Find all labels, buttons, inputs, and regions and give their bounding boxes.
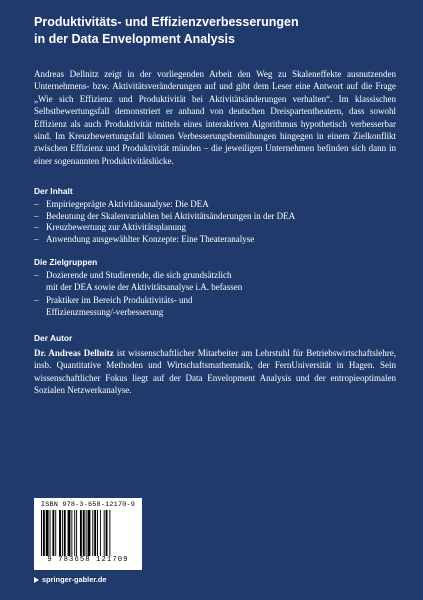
barcode-bar [100,510,101,556]
barcode-bars [41,510,135,556]
list-item: – Kreuzbewertung zur Aktivitätsplanung [34,222,396,234]
inhalt-heading: Der Inhalt [34,186,73,196]
barcode-bar [52,510,54,556]
barcode-bar [97,510,98,556]
isbn-label: ISBN 978-3-658-12170-9 [40,501,136,509]
barcode [34,498,142,570]
barcode-bar [94,510,96,556]
barcode-bar [76,510,77,556]
author-name: Dr. Andreas Dellnitz [34,348,114,358]
barcode-bar [50,510,51,556]
barcode-bar [109,510,110,556]
barcode-bar [88,510,91,556]
autor-heading: Der Autor [34,333,73,343]
barcode-bar [43,510,45,556]
list-item: – Praktiker im Bereich Produktivitäts- und Effizienzmessung/-verbesserung [34,295,396,318]
barcode-digits: 9 783658 121709 [47,556,129,564]
barcode-bar [80,510,82,556]
list-item: – Bedeutung der Skalenvariablen bei Aktivitätsänderungen in der DEA [34,211,396,223]
barcode-bar [83,510,85,556]
book-title: Produktivitäts- und Effizienzverbesserungen in der Data Envelopment Analysis [34,15,299,46]
inhalt-list [34,199,396,245]
list-item: – Dozierende und Studierende, die sich grundsätzlich mit der DEA sowie der Aktivitätsanalyse i.A. befassen [34,270,396,293]
barcode-bar [86,510,87,556]
barcode-bar [92,510,93,556]
barcode-bar [59,510,61,556]
barcode-bar [106,510,108,556]
website-link[interactable]: springer-gabler.de [34,575,106,584]
barcode-bar [74,510,75,556]
barcode-bar [104,510,105,556]
barcode-bar [46,510,49,556]
barcode-bar [62,510,63,556]
barcode-bar [41,510,42,556]
zielgruppen-list [34,270,396,318]
barcode-bar [71,510,72,556]
list-item: – Anwendung ausgewählter Konzepte: Eine Theateranalyse [34,234,396,246]
barcode-bar [68,510,71,556]
intro-paragraph: Andreas Dellnitz zeigt in der vorliegenden Arbeit den Weg zu Skaleneffekte ausnutzenden Unternehmens- bzw. Aktivitätsveränderungen auf und gibt dem Leser eine Antwort auf die Frage „Wie sich Effizienz und Produktivität bei Aktivitätsänderungen verhalten“. Im klassischen Selbstbewertungsfall demonstriert er anhand von deutschen Dreispartentheatern, dass sowohl Effizienz als auch Produktivität mittels eines interaktiven Algorithmus hypothetisch verbesserbar sind. Im Kreuzbewertungsfall können Verbesserungsbemühungen hingegen in einem Zielkonflikt zwischen Effizienz und Produktivität münden – die jeweiligen Unternehmen befinden sich dann in einer sogenannten Produktivitätslücke. [34,69,396,166]
barcode-bar [64,510,66,556]
author-bio: Dr. Andreas Dellnitz ist wissenschaftlicher Mitarbeiter am Lehrstuhl für Betriebswirtschaftslehre, insb. Quantitative Methoden und Wirtschaftsmathematik, der FernUniversität in Hagen. Sein wissenschaftlicher Fokus liegt auf der Data Envelopment Analysis und der entropieoptimalen Sozialen Netzwerkanalyse. [34,348,396,396]
list-item: – Empiriegeprägte Aktivitätsanalyse: Die DEA [34,199,396,211]
barcode-bar [55,510,56,556]
arrow-icon [34,577,39,583]
zielgruppen-heading: Die Zielgruppen [34,257,98,267]
